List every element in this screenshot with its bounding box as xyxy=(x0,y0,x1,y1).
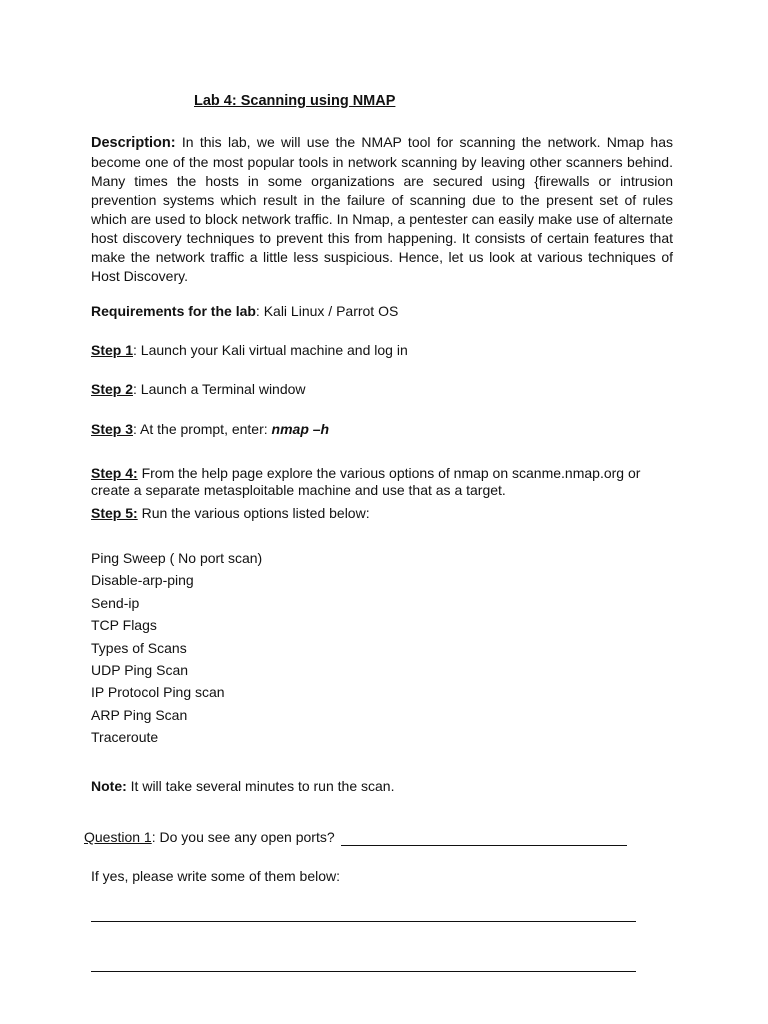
step-1-text: : Launch your Kali virtual machine and log in xyxy=(133,342,408,358)
requirements-text: : Kali Linux / Parrot OS xyxy=(255,303,399,319)
list-item: IP Protocol Ping scan xyxy=(91,684,225,701)
requirements-label: Requirements for the lab xyxy=(91,303,256,319)
page-title: Lab 4: Scanning using NMAP xyxy=(194,93,396,109)
list-item: Types of Scans xyxy=(91,639,187,656)
step-4 xyxy=(91,465,651,499)
requirements-line xyxy=(91,303,398,319)
step-2-text: : Launch a Terminal window xyxy=(133,381,306,397)
step-5-text: Run the various options listed below: xyxy=(137,505,370,521)
step-4-text: From the help page explore the various options of nmap on scanme.nmap.org or create a separate metasploitable machine and use that as a target. xyxy=(91,465,641,498)
question-1-answer-line[interactable] xyxy=(341,845,627,846)
answer-line-2[interactable] xyxy=(91,971,636,972)
note xyxy=(91,778,394,794)
list-item: Ping Sweep ( No port scan) xyxy=(91,550,263,566)
step-3-text: : At the prompt, enter: xyxy=(133,421,272,437)
list-item: Send-ip xyxy=(91,594,140,611)
step-1-label: Step 1 xyxy=(91,342,134,358)
step-3-command: nmap –h xyxy=(271,421,330,437)
list-item: Traceroute xyxy=(91,729,159,746)
note-label: Note: xyxy=(91,778,127,794)
step-5 xyxy=(91,505,370,521)
step-3-label: Step 3 xyxy=(91,421,134,437)
question-1 xyxy=(84,829,335,845)
question-1-label: Question 1 xyxy=(84,829,152,845)
step-2-label: Step 2 xyxy=(91,381,134,397)
step-2 xyxy=(91,381,306,397)
note-text: It will take several minutes to run the scan. xyxy=(126,778,395,794)
options-list xyxy=(91,547,262,749)
description-paragraph xyxy=(91,133,673,286)
description-label: Description: xyxy=(91,135,176,151)
answer-line-1[interactable] xyxy=(91,921,636,922)
list-item: Disable-arp-ping xyxy=(91,572,194,589)
description-text: In this lab, we will use the NMAP tool for scanning the network. Nmap has become one of the most popular tools in network scanning by leaving other scanners behind. Many times the hosts in some organizations are secured using {firewalls or intrusion prevention systems which result in the failure of scanning due to the present set of rules which are used to block network traffic. In Nmap, a pentester can easily make use of alternate host discovery techniques to prevent this from happening. It consists of certain features that make the network traffic a little less suspicious. Hence, let us look at various techniques of Host Discovery. xyxy=(91,134,673,284)
step-3 xyxy=(91,421,329,437)
question-1-text: : Do you see any open ports? xyxy=(151,829,335,845)
list-item: ARP Ping Scan xyxy=(91,706,188,723)
step-5-label: Step 5: xyxy=(91,505,138,521)
step-4-label: Step 4: xyxy=(91,465,138,481)
step-1 xyxy=(91,342,408,358)
list-item: UDP Ping Scan xyxy=(91,662,189,679)
list-item: TCP Flags xyxy=(91,617,157,634)
followup-instruction: If yes, please write some of them below: xyxy=(91,868,340,884)
